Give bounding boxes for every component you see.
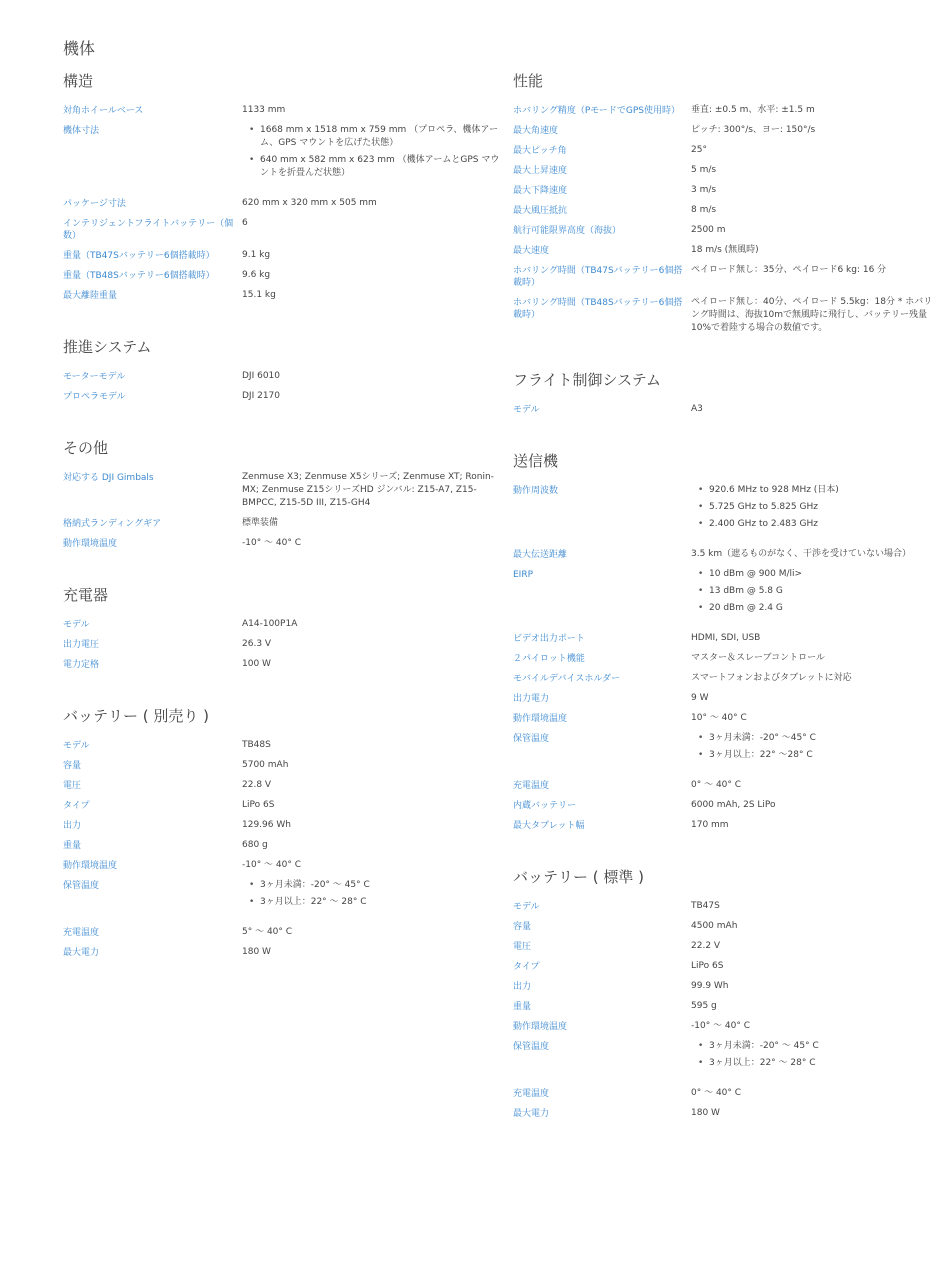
section-title: 推進システム [63,338,152,356]
spec-row [513,296,933,335]
spec-label: 最大タブレット幅 [513,821,585,831]
spec-row [63,839,503,852]
spec-row [513,184,933,197]
spec-value: 180 W [691,1108,720,1118]
spec-value: 22.8 V [242,780,272,790]
spec-row [513,900,933,913]
spec-label: タイプ [63,801,90,811]
section-title: 送信機 [513,452,559,470]
spec-label: 対角ホイールベース [63,106,144,116]
spec-label: 航行可能限界高度（海抜） [513,226,622,236]
spec-label: 保管温度 [513,1042,550,1052]
spec-value-list-item: • 20 dBm @ 2.4 G [691,602,933,615]
spec-value [691,732,933,772]
spec-value: 15.1 kg [242,290,276,300]
spec-row [63,370,503,383]
spec-row [513,403,933,416]
spec-label: モバイルデバイスホルダー [513,674,621,684]
spec-section [63,437,503,550]
spec-label: ホバリング時間（TB48Sバッテリー6個搭載時） [513,298,683,320]
section-title: バッテリー ( 別売り ) [63,707,210,725]
spec-value: 680 g [242,840,268,850]
spec-value: 5 m/s [691,165,717,175]
spec-label: 出力 [513,982,532,992]
spec-row [513,124,933,137]
spec-label: 最大電力 [63,948,100,958]
spec-label: 動作周波数 [513,486,559,496]
spec-row [63,471,503,510]
spec-row [63,197,503,210]
spec-value: 0° ～ 40° C [691,1088,742,1098]
spec-label: 最大電力 [513,1109,550,1119]
spec-label: タイプ [513,962,540,972]
spec-section [513,450,933,832]
spec-section [513,369,933,416]
spec-label: 対応する DJI Gimbals [63,473,154,483]
spec-value: 180 W [242,947,271,957]
spec-value: 9.1 kg [242,250,271,260]
spec-section [63,70,503,302]
spec-value: マスター＆スレーブコントロール [691,653,825,663]
spec-value: A3 [691,404,703,414]
spec-value [691,568,933,625]
spec-value-list-item: • 3ヶ月未満：-20° ～45° C [691,732,933,745]
spec-row [513,1087,933,1100]
spec-value: TB47S [691,901,720,911]
left-column [63,70,503,993]
spec-value: 2500 m [691,225,726,235]
section-title: フライト制御システム [513,371,662,389]
spec-value: 129.96 Wh [242,820,291,830]
spec-label: 最大角速度 [513,126,559,136]
spec-label: 充電温度 [513,781,550,791]
spec-row [63,124,503,190]
spec-row [513,104,933,117]
spec-row [63,390,503,403]
spec-value-list-item: • 3ヶ月以上：22° ～ 28° C [242,896,503,909]
spec-label: 重量 [513,1002,532,1012]
spec-row [63,946,503,959]
spec-row [63,879,503,919]
section-title: バッテリー ( 標準 ) [513,868,645,886]
spec-label: 最大風圧抵抗 [513,206,568,216]
spec-label: 保管温度 [513,734,550,744]
spec-label: 最大下降速度 [513,186,568,196]
spec-row [513,692,933,705]
spec-section [63,705,503,959]
spec-label: プロペラモデル [63,392,126,402]
spec-row [63,926,503,939]
spec-label: 最大上昇速度 [513,166,568,176]
section-title: 性能 [513,72,544,90]
spec-row [513,244,933,257]
spec-value-list [242,124,503,190]
spec-value: DJI 2170 [242,391,281,401]
spec-label: パッケージ寸法 [63,199,126,209]
spec-row [513,264,933,289]
spec-value [691,1040,933,1080]
spec-label: 機体寸法 [63,126,100,136]
spec-row [513,980,933,993]
spec-row [513,732,933,772]
spec-label: 電力定格 [63,660,100,670]
spec-section [513,866,933,1120]
spec-row [513,144,933,157]
spec-value-list [691,732,933,772]
spec-label: 容量 [63,761,82,771]
spec-value: 9.6 kg [242,270,271,280]
spec-value: 170 mm [691,820,729,830]
spec-row [513,960,933,973]
spec-value-list-item: • 5.725 GHz to 5.825 GHz [691,501,933,514]
spec-label: 最大伝送距離 [513,550,568,560]
spec-label: モデル [513,405,540,415]
spec-label: 電圧 [513,942,532,952]
section-title: 構造 [63,72,94,90]
spec-value: TB48S [242,740,271,750]
spec-row [63,779,503,792]
spec-row [513,632,933,645]
spec-section [63,336,503,403]
spec-label: 格納式ランディングギア [63,519,162,529]
spec-row [63,739,503,752]
spec-value-list-item: • 13 dBm @ 5.8 G [691,585,933,598]
spec-label: ２パイロット機能 [513,654,585,664]
spec-label: 重量（TB48Sバッテリー6個搭載時） [63,271,215,281]
spec-value-list [691,568,933,625]
spec-label: 電圧 [63,781,82,791]
spec-label: 動作環境温度 [513,1022,568,1032]
spec-value-list [691,1040,933,1080]
spec-row [63,859,503,872]
spec-row [63,289,503,302]
spec-value: 26.3 V [242,639,272,649]
spec-value-list-item: • 3ヶ月未満：-20° ～ 45° C [691,1040,933,1053]
spec-value: 25° [691,145,707,155]
spec-label: 出力 [63,821,82,831]
spec-label: EIRP [513,570,534,580]
spec-value: ペイロード無し：40分、ペイロード 5.5kg：18分 * ホバリング時間は、海抜10mで無風時に飛行し、バッテリー残量10%で着陸する場合の数値です。 [691,297,933,333]
spec-label: 最大速度 [513,246,550,256]
spec-value-list-item: • 920.6 MHz to 928 MHz (日本) [691,484,933,497]
spec-row [513,799,933,812]
spec-row [63,217,503,242]
spec-value: 18 m/s (無風時) [691,245,759,255]
spec-value: 3 m/s [691,185,717,195]
spec-row [513,940,933,953]
spec-value: Zenmuse X3; Zenmuse X5シリーズ; Zenmuse XT; Ronin-MX; Zenmuse Z15シリーズHD ジンバル: Z15-A7, Z15-BMPCC, Z15-5D III, Z15-GH4 [242,472,494,508]
spec-label: モデル [63,741,90,751]
spec-value [242,124,503,190]
spec-value: ペイロード無し：35分、ペイロード6 kg: 16 分 [691,265,887,275]
spec-row [63,819,503,832]
spec-value-list-item: • 3ヶ月以上：22° ～ 28° C [691,1057,933,1070]
spec-value: 6000 mAh, 2S LiPo [691,800,776,810]
spec-row [513,224,933,237]
spec-section [513,70,933,335]
spec-row [513,819,933,832]
spec-value: 垂直: ±0.5 m、水平: ±1.5 m [691,105,815,115]
spec-value: HDMI, SDI, USB [691,633,761,643]
spec-value-list-item: • 2.400 GHz to 2.483 GHz [691,518,933,531]
spec-row [513,652,933,665]
spec-value: 6 [242,218,248,228]
spec-label: 重量 [63,841,82,851]
spec-row [63,618,503,631]
spec-value-list-item: • 3ヶ月未満：-20° ～ 45° C [242,879,503,892]
spec-value-list [691,484,933,541]
spec-row [513,672,933,685]
spec-label: モーターモデル [63,372,126,382]
spec-row [513,920,933,933]
spec-value: LiPo 6S [242,800,275,810]
spec-row [513,1107,933,1120]
spec-label: 重量（TB47Sバッテリー6個搭載時） [63,251,215,261]
spec-section [63,584,503,671]
spec-value: 9 W [691,693,709,703]
spec-label: 動作環境温度 [63,539,118,549]
spec-label: 出力電圧 [63,640,100,650]
spec-label: ホバリング時間（TB47Sバッテリー6個搭載時） [513,266,683,288]
spec-value: 5700 mAh [242,760,289,770]
spec-label: 最大ピッチ角 [513,146,567,156]
spec-value-list-item: • 3ヶ月以上：22° ～28° C [691,749,933,762]
spec-value: ピッチ: 300°/s、ヨー: 150°/s [691,125,816,135]
spec-row [513,779,933,792]
spec-value-list-item: • 10 dBm @ 900 M/li> [691,568,933,581]
spec-label: 最大離陸重量 [63,291,118,301]
spec-label: 動作環境温度 [513,714,568,724]
spec-row [63,759,503,772]
spec-row [63,249,503,262]
spec-row [513,164,933,177]
spec-value [691,484,933,541]
spec-value: LiPo 6S [691,961,724,971]
spec-value: 595 g [691,1001,717,1011]
spec-row [63,799,503,812]
spec-label: 充電温度 [513,1089,550,1099]
spec-row [63,638,503,651]
spec-label: モデル [513,902,540,912]
spec-row [63,658,503,671]
spec-row [513,204,933,217]
spec-row [513,548,933,561]
spec-value: 10° ～ 40° C [691,713,747,723]
spec-value: 4500 mAh [691,921,738,931]
spec-value [242,879,503,919]
spec-value: 8 m/s [691,205,717,215]
spec-value-list [242,879,503,919]
spec-value: 22.2 V [691,941,721,951]
spec-row [513,1040,933,1080]
page-title: 機体 [63,39,96,58]
spec-row [513,1020,933,1033]
spec-value: 100 W [242,659,271,669]
spec-row [513,484,933,541]
spec-value: A14-100P1A [242,619,298,629]
spec-row [63,104,503,117]
spec-label: モデル [63,620,90,630]
spec-label: ビデオ出力ポート [513,634,585,644]
spec-row [513,1000,933,1013]
spec-value: 標準装備 [242,518,279,528]
section-title: その他 [63,439,109,457]
spec-label: 保管温度 [63,881,100,891]
spec-row [63,517,503,530]
spec-value: 0° ～ 40° C [691,780,742,790]
spec-row [513,568,933,625]
spec-value: -10° ～ 40° C [691,1021,751,1031]
spec-value: DJI 6010 [242,371,281,381]
spec-value: 1133 mm [242,105,286,115]
spec-value: スマートフォンおよびタブレットに対応 [691,673,852,683]
spec-value: -10° ～ 40° C [242,538,302,548]
spec-label: 出力電力 [513,694,550,704]
right-column [513,70,933,1154]
spec-value: 99.9 Wh [691,981,729,991]
spec-value: -10° ～ 40° C [242,860,302,870]
spec-label: 動作環境温度 [63,861,118,871]
spec-value: 620 mm x 320 mm x 505 mm [242,198,377,208]
spec-label: 容量 [513,922,532,932]
spec-label: 充電温度 [63,928,100,938]
spec-row [63,269,503,282]
spec-value: 5° ～ 40° C [242,927,293,937]
spec-label: インテリジェントフライトバッテリー（個数） [63,219,234,241]
spec-label: 内蔵バッテリー [513,801,577,811]
section-title: 充電器 [63,586,109,604]
spec-row [513,712,933,725]
spec-value-list-item: • 1668 mm x 1518 mm x 759 mm （プロペラ、機体アーム、GPS マウントを広げた状態） [242,124,503,150]
spec-value-list-item: • 640 mm x 582 mm x 623 mm （機体アームとGPS マウントを折畳んだ状態） [242,154,503,180]
spec-value: 3.5 km（遮るものがなく、干渉を受けていない場合） [691,549,911,559]
spec-row [63,537,503,550]
spec-label: ホバリング精度（PモードでGPS使用時） [513,106,681,116]
